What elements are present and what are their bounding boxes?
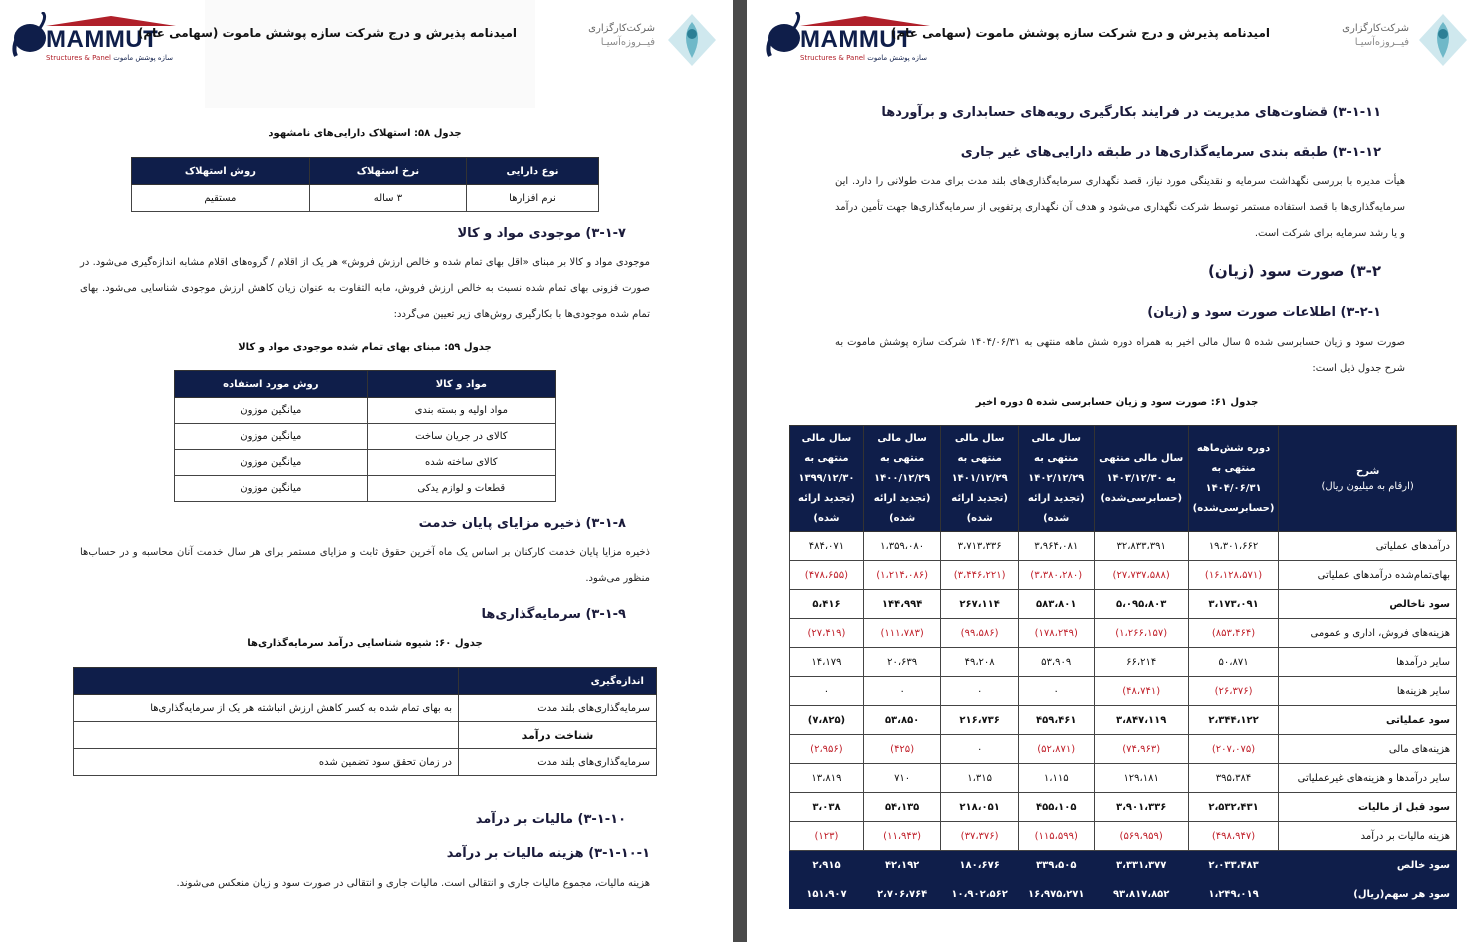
t61-row-label: درآمدهای عملیاتی [1279,532,1457,561]
t61-row-value: (۵۶۹،۹۵۹) [1094,822,1188,851]
t61-row-value: (۱۱،۹۴۳) [863,822,941,851]
t61-row-value: (۳۷،۳۷۶) [941,822,1019,851]
t61-row-value: (۱،۲۱۴،۰۸۶) [863,561,941,590]
t61-row-label: هزینه‌های فروش، اداری و عمومی [1279,619,1457,648]
t60-subheader-income: شناخت درآمد [459,722,657,749]
t61-row [790,677,1457,706]
t60-table [73,667,657,776]
t61-row [790,793,1457,822]
section-2-1-paragraph: صورت سود و زیان حسابرسی شده ۵ سال مالی اخیر به همراه دوره شش ماهه منتهی به ۱۴۰۴/۰۶/۳۱ شرکت سازه پوشش ماموت به شرح جدول ذیل است: [835,337,1405,374]
t59-caption: جدول ۵۹: مبنای بهای تمام شده موجودی مواد و کالا [238,342,492,353]
t61-row-value: ۵،۴۱۶ [790,590,864,619]
t61-row-value: ۴۸۴،۰۷۱ [790,532,864,561]
section-10-1-heading: ۳-۱-۱۰-۱) هزینه مالیات بر درآمد [446,846,650,861]
section-10-heading: ۳-۱-۱۰) مالیات بر درآمد [475,812,626,827]
t61-row-label: سایر هزینه‌ها [1279,677,1457,706]
t61-body [790,532,1457,909]
t61-row-value: (۲۷،۴۱۹) [790,619,864,648]
t60-subheader-blank [74,722,459,749]
t60-header-blank [74,668,459,695]
t61-row-value: (۳،۴۴۶،۲۲۱) [941,561,1019,590]
t59-row-3-material: کالای ساخته شده [367,450,555,476]
t59-row-2-material: کالای در جریان ساخت [367,424,555,450]
t61-row-value: ۳۹۵،۳۸۴ [1188,764,1279,793]
t61-row-value: ۲۱۸،۰۵۱ [941,793,1019,822]
section-8-heading: ۳-۱-۸) ذخیره مزایای پایان خدمت [418,516,626,531]
t61-row [790,619,1457,648]
broker-name [565,22,655,50]
t61-row-value: (۲۰۷،۰۷۵) [1188,735,1279,764]
t61-row-value: ۳،۳۳۱،۳۷۷ [1094,851,1188,880]
t59-header-material: مواد و کالا [367,371,555,398]
t58-header-asset: نوع دارایی [467,158,599,185]
t61-row-value: ۳،۹۰۱،۳۳۶ [1094,793,1188,822]
t60-row1-type: سرمایه‌گذاری‌های بلند مدت [459,695,657,722]
t61-row-value: ۱۵۱،۹۰۷ [790,880,864,909]
t61-row-label: سایر درآمدها و هزینه‌های غیرعملیاتی [1279,764,1457,793]
t58-caption: جدول ۵۸: استهلاک دارایی‌های نامشهود [268,128,462,139]
t61-row-value: ۰ [863,677,941,706]
t61-row-value: ۲۶۷،۱۱۴ [941,590,1019,619]
section-12-heading: ۳-۱-۱۲) طبقه بندی سرمایه‌گذاری‌ها در طبقه دارایی‌های غیر جاری [960,145,1381,160]
t61-row-value: (۹۹،۵۸۶) [941,619,1019,648]
t59-header-method: روش مورد استفاده [175,371,368,398]
t61-row-value: ۴۵۹،۴۶۱ [1018,706,1094,735]
t61-row-value: ۱۳،۸۱۹ [790,764,864,793]
mammoth-icon [10,12,48,60]
t61-row-label: سود ناخالص [1279,590,1457,619]
t58-cell-method: مستقیم [132,185,310,212]
t61-row-value: ۳،۰۳۸ [790,793,864,822]
broker-line2-right: فیــروزه‌آسیـا [1354,37,1409,48]
t61-row-value: (۴۷۸،۶۵۵) [790,561,864,590]
section-11-heading: ۳-۱-۱۱) قضاوت‌های مدیریت در فرایند بکارگیری رویه‌های حسابداری و برآوردها [881,105,1381,120]
t61-row [790,764,1457,793]
t61-row-value: ۱،۳۱۵ [941,764,1019,793]
broker-logo-icon [1415,12,1471,68]
t61-row-value: (۱۱۱،۷۸۳) [863,619,941,648]
logo-sub-en-right: Structures & Panel [800,54,866,62]
t61-row-value: ۲،۹۱۵ [790,851,864,880]
t61-row-value: ۵۰،۸۷۱ [1188,648,1279,677]
t61-row-value: ۱۲۹،۱۸۱ [1094,764,1188,793]
t58-cell-rate: ۳ ساله [309,185,466,212]
broker-line1-right: شرکت‌کارگزاری [1342,23,1409,34]
t61-row-value: ۱،۲۴۹،۰۱۹ [1188,880,1279,909]
broker-line1: شرکت‌کارگزاری [588,23,655,34]
t61-row-value: ۰ [941,677,1019,706]
t59-row-4-method: میانگین موزون [175,476,368,502]
t61-row-value: ۷۱۰ [863,764,941,793]
logo-sub-fa-right: سازه پوشش ماموت [867,54,927,62]
t61-row-value: ۵۸۳،۸۰۱ [1018,590,1094,619]
t61-header-col2: سال مالی منتهی به ۱۴۰۳/۱۲/۳۰ (حسابرسی‌شده) [1094,426,1188,532]
t61-row-value: (۷،۸۲۵) [790,706,864,735]
right-page [747,0,1475,942]
logo-sub-en: Structures & Panel [46,54,112,62]
t61-row-value: ۲،۰۳۳،۴۸۳ [1188,851,1279,880]
t61-row-value: ۱۴،۱۷۹ [790,648,864,677]
t61-row-value: (۲۷،۷۳۷،۵۸۸) [1094,561,1188,590]
t61-row-label: سود خالص [1279,851,1457,880]
t61-row-value: ۲۱۶،۷۳۶ [941,706,1019,735]
t61-row-value: ۱۹،۳۰۱،۶۶۲ [1188,532,1279,561]
t61-row-label: سود هر سهم(ریال) [1279,880,1457,909]
t61-row-value: (۱۲۳) [790,822,864,851]
broker-name-right [1319,22,1409,50]
broker-line2: فیــروزه‌آسیـا [600,37,655,48]
section-2-1-heading: ۳-۲-۱) اطلاعات صورت سود و (زیان) [1147,305,1381,320]
t61-row-value: ۰ [941,735,1019,764]
broker-logo-icon [664,12,720,68]
t61-row-value: ۶۶،۲۱۴ [1094,648,1188,677]
t61-row-value: ۵۴،۱۳۵ [863,793,941,822]
logo-sub-fa: سازه پوشش ماموت [113,54,173,62]
t61-row [790,822,1457,851]
t61-row-value: ۲،۵۳۲،۴۳۱ [1188,793,1279,822]
t58-table [131,157,599,212]
t60-row2-type: سرمایه‌گذاری‌های بلند مدت [459,749,657,776]
t61-row-value: ۲۰،۶۳۹ [863,648,941,677]
t59-row-1-material: مواد اولیه و بسته بندی [367,398,555,424]
section-7-paragraph: موجودی مواد و کالا بر مبنای «اقل بهای تمام شده و خالص ارزش فروش» هر یک از اقلام / گروه‌های اقلام مشابه اندازه‌گیری می‌شود. در صورت فزونی بهای تمام شده نسبت به خالص ارزش فروش، مابه التفاوت به عنوان زیان کاهش ارزش موجودی شناسایی می‌شود. بهای تمام شده موجودی‌ها با بکارگیری روش‌های زیر تعیین می‌گردد: [80,257,650,320]
t61-row-value: ۱۴۴،۹۹۴ [863,590,941,619]
logo-text-right: MAMMUT [800,26,913,53]
t61-row-value: ۴۹،۲۰۸ [941,648,1019,677]
t61-row-value: (۱۷۸،۲۴۹) [1018,619,1094,648]
t61-desc-title: شرح [1356,465,1380,477]
t61-row-value: ۳،۷۱۳،۳۳۶ [941,532,1019,561]
left-page [0,0,733,942]
t60-row1-desc: به بهای تمام شده به کسر کاهش ارزش انباشته هر یک از سرمایه‌گذاری‌ها [74,695,459,722]
t61-row [790,590,1457,619]
t61-caption: جدول ۶۱: صورت سود و زیان حسابرسی شده ۵ دوره اخیر [975,397,1259,408]
t61-row-label: هزینه‌های مالی [1279,735,1457,764]
t61-row-value: (۴۸،۷۴۱) [1094,677,1188,706]
header-title-box [137,0,535,108]
section-7-heading: ۳-۱-۷) موجودی مواد و کالا [457,226,626,241]
t61-row-value: ۴۵۵،۱۰۵ [1018,793,1094,822]
t61-row-value: ۵،۰۹۵،۸۰۳ [1094,590,1188,619]
t61-row-value: ۱،۳۵۹،۰۸۰ [863,532,941,561]
t61-row-value: ۳۲،۸۳۳،۳۹۱ [1094,532,1188,561]
t59-row-4-material: قطعات و لوازم یدکی [367,476,555,502]
t61-row-value: ۰ [1018,677,1094,706]
t61-row [790,706,1457,735]
t61-header-col1: دوره شش‌ماهه منتهی به ۱۴۰۴/۰۶/۳۱ (حسابرسی‌شده) [1188,426,1279,532]
t61-row-value: ۳،۹۶۴،۰۸۱ [1018,532,1094,561]
t61-row-value: ۲،۳۴۴،۱۲۲ [1188,706,1279,735]
t61-row-label: هزینه مالیات بر درآمد [1279,822,1457,851]
t61-header-col3: سال مالی منتهی به ۱۴۰۲/۱۲/۲۹ (تجدید ارائه شده) [1018,426,1094,532]
t61-row-value: (۲۶،۳۷۶) [1188,677,1279,706]
t61-header-col5: سال مالی منتهی به ۱۴۰۰/۱۲/۲۹ (تجدید ارائه شده) [863,426,941,532]
t61-row [790,532,1457,561]
section-12-paragraph: هیأت مدیره با بررسی نگهداشت سرمایه و نقدینگی مورد نیاز، قصد نگهداری سرمایه‌گذاری‌های بلند مدت برای مدت طولانی را دارد. این سرمایه‌گذاری‌ها با قصد استفاده مستمر توسط شرکت نگهداری می‌شود و هدف آن نگهداری پرتفویی از سرمایه‌گذاری‌ها جهت تأمین درآمد و یا رشد سرمایه برای شرکت است. [835,176,1405,239]
t61-row-value: (۴۲۵) [863,735,941,764]
t61-row-label: سود عملیاتی [1279,706,1457,735]
t61-row-value: ۱۰،۹۰۲،۵۶۲ [941,880,1019,909]
t61-row-value: ۰ [790,677,864,706]
t58-header-rate: نرخ استهلاک [309,158,466,185]
t61-row-value: ۱۸۰،۶۷۶ [941,851,1019,880]
t59-row-2-method: میانگین موزون [175,424,368,450]
t61-row-value: (۳،۳۸۰،۲۸۰) [1018,561,1094,590]
t61-row-value: ۲،۷۰۶،۷۶۴ [863,880,941,909]
t61-row-value: (۷۴،۹۶۳) [1094,735,1188,764]
t61-row [790,735,1457,764]
t61-row-value: ۳،۸۴۷،۱۱۹ [1094,706,1188,735]
t61-header-desc [1279,426,1457,532]
header-title-right: امیدنامه پذیرش و درج شرکت سازه پوشش ماموت (سهامی عام) [890,26,1270,40]
t61-row-value: (۵۲،۸۷۱) [1018,735,1094,764]
header-title: امیدنامه پذیرش و درج شرکت سازه پوشش ماموت (سهامی عام) [137,26,517,40]
t61-row-value: ۱،۱۱۵ [1018,764,1094,793]
section-9-heading: ۳-۱-۹) سرمایه‌گذاری‌ها [481,607,626,622]
t61-row-value: (۸۵۳،۴۶۴) [1188,619,1279,648]
t61-row-value: (۱،۲۶۶،۱۵۷) [1094,619,1188,648]
t59-table [174,370,556,502]
t60-caption: جدول ۶۰: شیوه شناسایی درآمد سرمایه‌گذاری‌ها [247,638,483,649]
t61-row [790,561,1457,590]
t61-row-value: ۴۲،۱۹۲ [863,851,941,880]
t60-row2-desc: در زمان تحقق سود تضمین شده [74,749,459,776]
logo-text: MAMMUT [46,26,159,53]
t61-row-value: ۳۳۹،۵۰۵ [1018,851,1094,880]
t61-header-col6: سال مالی منتهی به ۱۳۹۹/۱۲/۳۰ (تجدید ارائه شده) [790,426,864,532]
t61-row-label: سود قبل از مالیات [1279,793,1457,822]
t61-row-value: (۴۹۸،۹۴۷) [1188,822,1279,851]
page-divider [733,0,747,942]
t61-row [790,880,1457,909]
mammoth-icon [764,12,802,60]
t61-header-col4: سال مالی منتهی به ۱۴۰۱/۱۲/۲۹ (تجدید ارائه شده) [941,426,1019,532]
t61-row-value: ۹۳،۸۱۷،۸۵۲ [1094,880,1188,909]
t61-row-label: سایر درآمدها [1279,648,1457,677]
t61-row [790,851,1457,880]
roof-icon [46,16,176,26]
t58-header-method: روش استهلاک [132,158,310,185]
t61-row-value: ۵۳،۸۵۰ [863,706,941,735]
t61-desc-unit: (ارقام به میلیون ریال) [1321,480,1414,492]
t59-row-1-method: میانگین موزون [175,398,368,424]
t61-row-value: ۱۶،۹۷۵،۲۷۱ [1018,880,1094,909]
t61-income-statement-table [789,425,1457,909]
t61-row-value: (۱۱۵،۵۹۹) [1018,822,1094,851]
t59-row-3-method: میانگین موزون [175,450,368,476]
t58-cell-asset: نرم افزارها [467,185,599,212]
t60-header-measurement: اندازه‌گیری [459,668,657,695]
t61-row-value: (۲،۹۵۶) [790,735,864,764]
roof-icon [800,16,930,26]
t61-row-label: بهای‌تمام‌شده درآمدهای عملیاتی [1279,561,1457,590]
t61-row [790,648,1457,677]
t61-row-value: ۵۳،۹۰۹ [1018,648,1094,677]
t61-row-value: (۱۶،۱۲۸،۵۷۱) [1188,561,1279,590]
t61-row-value: ۳،۱۷۳،۰۹۱ [1188,590,1279,619]
section-8-paragraph: ذخیره مزایا پایان خدمت کارکنان بر اساس یک ماه آخرین حقوق ثابت و مزایای مستمر برای هر سال خدمت آنان محاسبه و در حساب‌ها منظور می‌شود. [80,547,650,584]
section-2-heading: ۳-۲) صورت سود (زیان) [1208,262,1381,280]
section-10-paragraph: هزینه مالیات، مجموع مالیات جاری و انتقالی است. مالیات جاری و انتقالی در صورت سود و زیان منعکس می‌شوند. [176,878,650,889]
